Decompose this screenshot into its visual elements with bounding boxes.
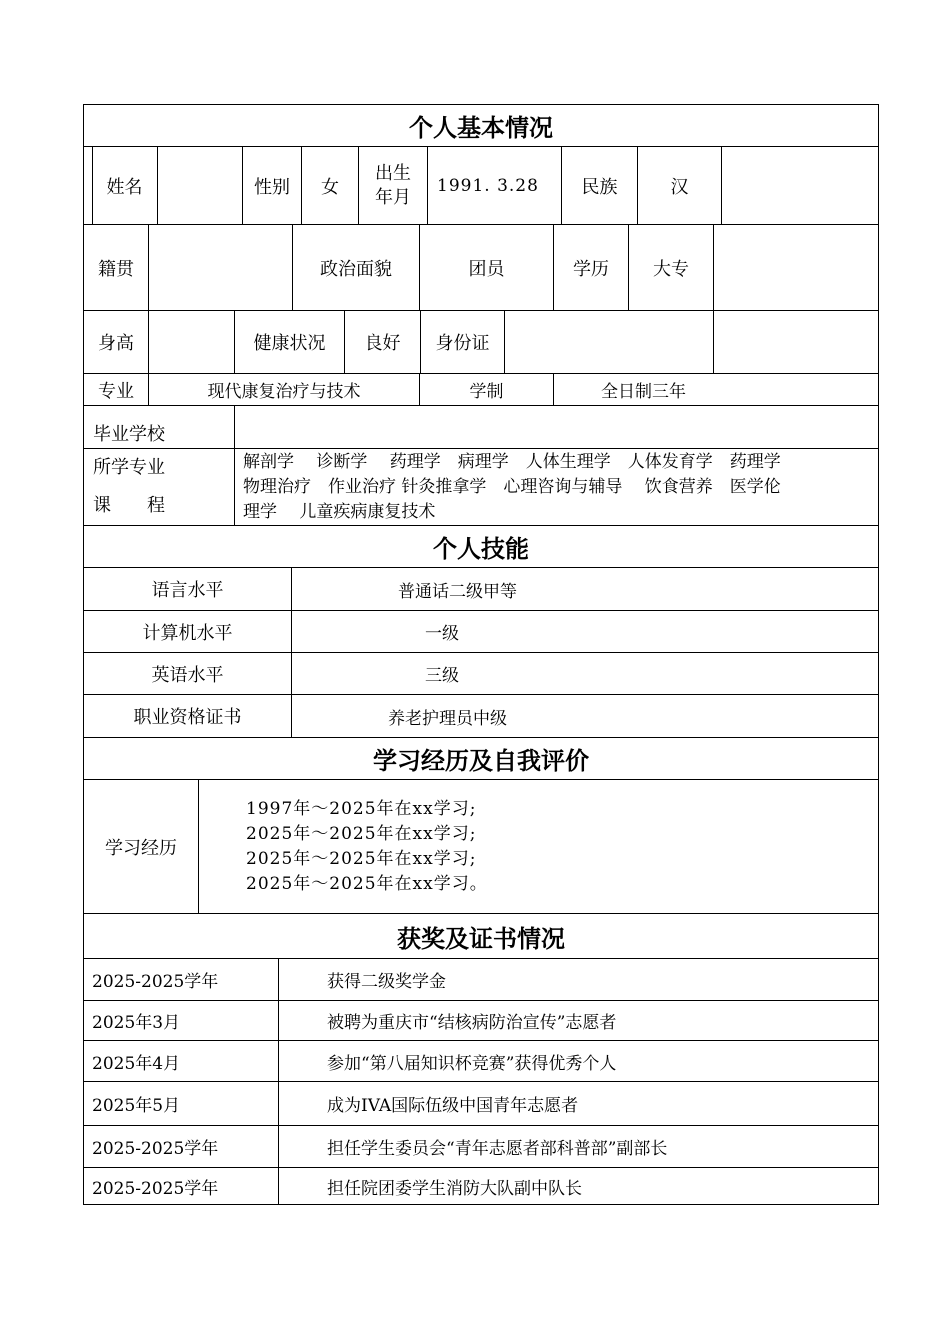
id-value: [504, 311, 713, 373]
photo-area-3: [713, 311, 879, 373]
major-label: 专业: [98, 380, 134, 402]
birth-label-line-2: 年月: [375, 186, 411, 208]
health-label: 健康状况: [234, 311, 344, 373]
photo-area: [721, 147, 879, 224]
gender-value: 女: [301, 147, 358, 224]
section-awards-title: 获奖及证书情况: [397, 923, 565, 953]
gender-label: 性别: [242, 147, 301, 224]
skill-value: 三级: [291, 653, 879, 694]
skill-value: 一级: [291, 611, 879, 652]
study-history-label: 学习经历: [105, 837, 177, 859]
courses-line-3: 理学 儿童疾病康复技术: [243, 501, 436, 522]
school-label: 毕业学校: [93, 424, 165, 445]
award-desc: 获得二级奖学金: [278, 959, 879, 1000]
study-history-row: [83, 780, 879, 914]
health-value: 良好: [344, 311, 420, 373]
award-row: [83, 959, 879, 1001]
award-row: [83, 1041, 879, 1082]
award-row: [83, 1168, 879, 1205]
section-basic-info-title: 个人基本情况: [409, 113, 553, 142]
education-value: 大专: [628, 225, 713, 310]
study-history-line: 1997年～2025年在xx学习;: [246, 798, 477, 819]
id-label: 身份证: [420, 311, 504, 373]
skill-row: [83, 653, 879, 695]
courses-label: [84, 449, 234, 525]
award-date: 2025年5月: [92, 1096, 181, 1116]
section-awards-title-row: [83, 914, 879, 959]
section-basic-info-title-row: [83, 104, 879, 147]
skill-row: [83, 568, 879, 611]
courses-line-2: 物理治疗 作业治疗 针灸推拿学 心理咨询与辅导 饮食营养 医学伦: [243, 476, 781, 497]
courses-label-line-1: 所学专业: [93, 457, 165, 478]
award-date: 2025-2025学年: [92, 1178, 219, 1199]
award-desc: 被聘为重庆市“结核病防治宣传”志愿者: [278, 1001, 879, 1040]
skill-row: [83, 695, 879, 738]
photo-area-2: [713, 225, 879, 310]
ethnicity-value: 汉: [637, 147, 721, 224]
section-study-title-row: [83, 738, 879, 780]
education-label: 学历: [553, 225, 628, 310]
study-history-line: 2025年～2025年在xx学习。: [246, 873, 488, 894]
skill-label: 职业资格证书: [133, 707, 242, 728]
skill-label: 计算机水平: [142, 622, 233, 644]
height-value: [148, 311, 234, 373]
skill-value: 普通话二级甲等: [291, 568, 879, 610]
name-value: [157, 147, 242, 224]
skill-value: 养老护理员中级: [291, 695, 879, 737]
basic-info-row-6: [83, 449, 879, 526]
basic-info-row-2: [83, 225, 879, 311]
birth-label: [358, 147, 427, 224]
basic-info-row-1: [83, 147, 879, 225]
major-value: 现代康复治疗与技术: [148, 374, 419, 405]
native-value: [148, 225, 292, 310]
skill-label: 英语水平: [151, 664, 224, 686]
political-label: 政治面貌: [292, 225, 419, 310]
study-history-lines: [198, 780, 879, 913]
award-desc: 成为IVA国际伍级中国青年志愿者: [278, 1082, 879, 1125]
height-label: 身高: [98, 333, 134, 354]
award-date: 2025-2025学年: [92, 1139, 219, 1159]
basic-info-row-4: [83, 374, 879, 406]
name-label: 姓名: [106, 176, 143, 198]
award-date: 2025年4月: [92, 1053, 181, 1074]
ethnicity-label: 民族: [561, 147, 637, 224]
system-label: 学制: [419, 374, 553, 405]
award-date: 2025-2025学年: [92, 972, 219, 992]
basic-info-row-5: [83, 406, 879, 449]
native-label: 籍贯: [98, 258, 134, 280]
skill-row: [83, 611, 879, 653]
political-value: 团员: [419, 225, 553, 310]
skill-label: 语言水平: [151, 580, 224, 601]
section-skills-title: 个人技能: [433, 534, 529, 563]
courses-value: [234, 449, 879, 525]
basic-info-row-3: [83, 311, 879, 374]
section-study-title: 学习经历及自我评价: [373, 746, 589, 775]
courses-line-1: 解剖学 诊断学 药理学 病理学 人体生理学 人体发育学 药理学: [243, 451, 781, 472]
award-desc: 担任院团委学生消防大队副中队长: [278, 1168, 879, 1204]
study-history-line: 2025年～2025年在xx学习;: [246, 823, 477, 844]
section-skills-title-row: [83, 526, 879, 568]
courses-label-line-2: 课 程: [93, 495, 165, 516]
birth-value: 1991. 3.28: [427, 147, 561, 224]
award-row: [83, 1082, 879, 1126]
system-value: 全日制三年: [553, 374, 879, 405]
award-date: 2025年3月: [92, 1013, 181, 1033]
study-history-line: 2025年～2025年在xx学习;: [246, 848, 477, 869]
award-desc: 参加“第八届知识杯竞赛”获得优秀个人: [278, 1041, 879, 1081]
school-value: [234, 406, 879, 448]
award-row: [83, 1126, 879, 1168]
award-row: [83, 1001, 879, 1041]
award-desc: 担任学生委员会“青年志愿者部科普部”副部长: [278, 1126, 879, 1167]
birth-label-line-1: 出生: [375, 162, 411, 184]
